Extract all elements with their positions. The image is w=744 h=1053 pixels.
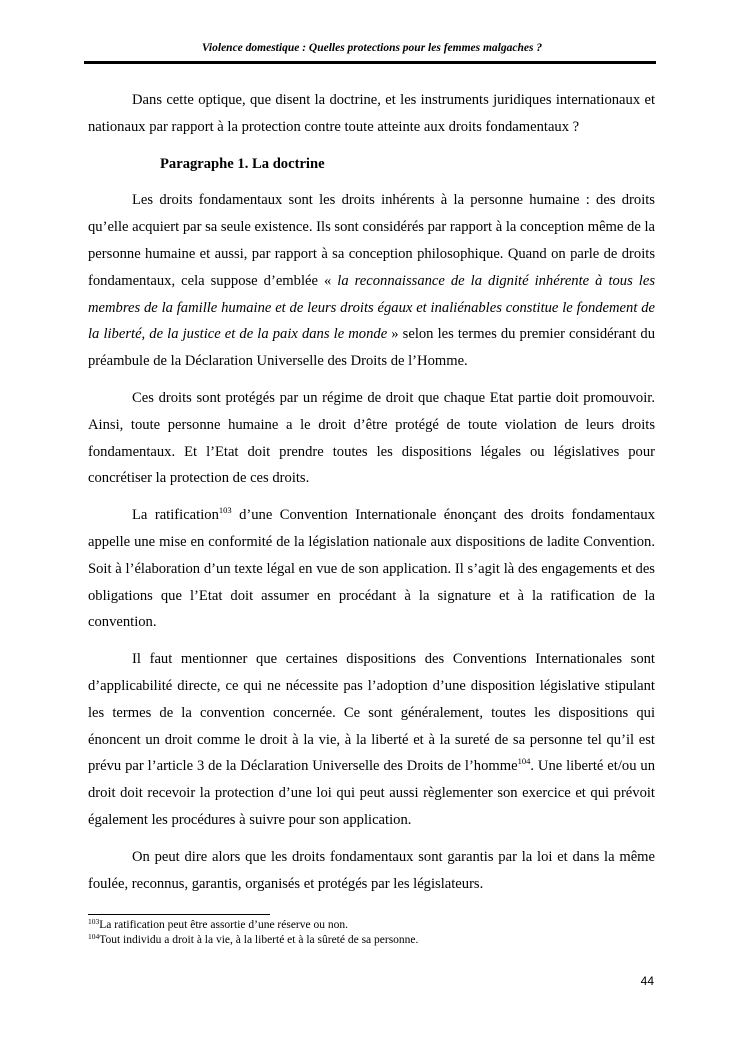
footnotes	[88, 918, 655, 948]
page-body	[88, 87, 655, 907]
running-header: Violence domestique : Quelles protections pour les femmes malgaches ?	[201, 42, 543, 54]
paragraph-4-text-b: . Une liberté et/ou un droit doit recevoir la protection d’une loi qui peut aussi règlementer son exercice et qui prévoit également les procédures à suivre pour son application.	[88, 758, 655, 828]
udhr-quote: la reconnaissance de la dignité inhérente à tous les membres de la famille humaine et de leurs droits égaux et inaliénables constitue le fondement de la liberté, de la justice et de la paix dans le monde	[88, 272, 655, 343]
paragraph-3-text-a: La ratification	[132, 507, 219, 524]
paragraph-4-text-a: Il faut mentionner que certaines dispositions des Conventions Internationales sont d’applicabilité directe, ce qui ne nécessite pas l’adoption d’une disposition législative stipulant les termes de la convention concernée. Ce sont généralement, toutes les dispositions qui énoncent un droit comme le droit à la vie, à la liberté et à la sureté de sa personne tel qu’il est prévu par l’article 3 de la Déclaration Universelle des Droits de l’homme	[88, 651, 655, 775]
page-number: 44	[640, 974, 654, 988]
footnote-ref-103[interactable]: 103	[218, 505, 232, 516]
section-heading: Paragraphe 1. La doctrine	[160, 155, 325, 172]
footnote-number: 103	[88, 917, 100, 926]
paragraph-1-text-a: Les droits fondamentaux sont les droits inhérents à la personne humaine : des droits qu’elle acquiert par sa seule existence. Ils sont considérés par rapport à la conception même de la personne humaine et aussi, par rapport à sa conception philosophique. Quand on parle de droits fondamentaux, cela suppose d’emblée «	[88, 192, 655, 289]
paragraph-5: On peut dire alors que les droits fondamentaux sont garantis par la loi et dans la même foulée, reconnus, garantis, organisés et protégés par les législateurs.	[88, 848, 655, 892]
paragraph-3	[88, 502, 655, 636]
footnote-item	[88, 918, 655, 933]
paragraph-1	[88, 187, 655, 375]
footnote-ref-104[interactable]: 104	[517, 756, 531, 767]
footnote-number: 104	[88, 932, 100, 941]
footnote-separator	[88, 914, 270, 915]
footnote-text: La ratification peut être assortie d’une réserve ou non.	[99, 919, 348, 931]
paragraph-2: Ces droits sont protégés par un régime de droit que chaque Etat partie doit promouvoir. Ainsi, toute personne humaine a le droit d’être protégé de toute violation de leurs droits fondamentaux. Et l’Etat doit prendre toutes les dispositions légales ou législatives pour concrétiser la protection de ces droits.	[88, 389, 655, 487]
paragraph-1-text-b: » selon les termes du premier considérant du préambule de la Déclaration Universelle des Droits de l’Homme.	[88, 326, 655, 370]
paragraph-4	[88, 646, 655, 834]
paragraph-3-text-b: d’une Convention Internationale énonçant des droits fondamentaux appelle une mise en conformité de la législation nationale aux dispositions de ladite Convention. Soit à l’élaboration d’un texte légal en vue de son application. Il s’agit là des engagements et des obligations que l’Etat doit assumer en procédant à la signature et à la ratification de la convention.	[88, 507, 655, 631]
footnote-text: Tout individu a droit à la vie, à la liberté et à la sûreté de sa personne.	[99, 934, 419, 946]
footnote-item	[88, 933, 655, 948]
intro-paragraph: Dans cette optique, que disent la doctrine, et les instruments juridiques internationaux et nationaux par rapport à la protection contre toute atteinte aux droits fondamentaux ?	[88, 92, 655, 135]
header-rule	[84, 61, 656, 64]
